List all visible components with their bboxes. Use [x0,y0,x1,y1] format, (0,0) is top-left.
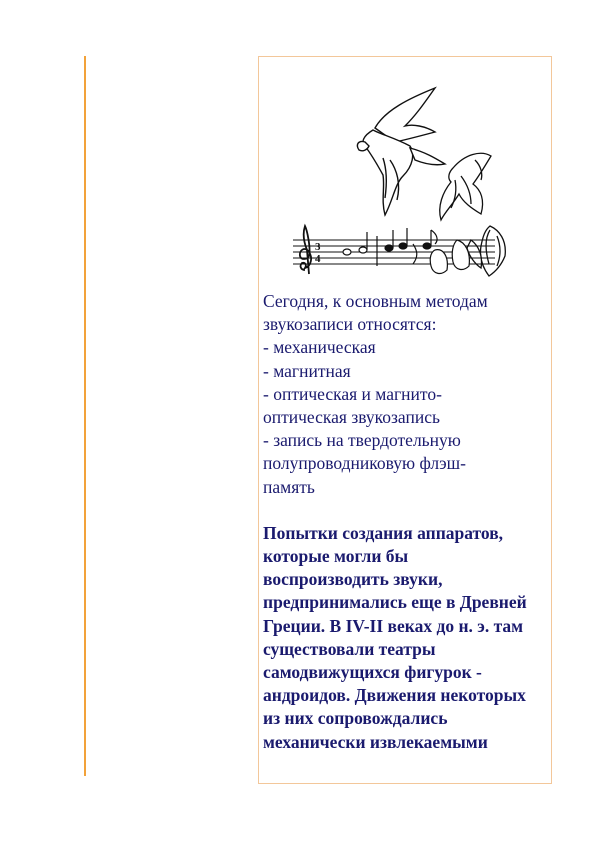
main-text [263,290,553,754]
music-notes [343,228,437,266]
note-icon [423,243,431,249]
treble-clef-icon [300,226,311,274]
note-icon [343,249,351,255]
note-icon [359,247,367,253]
time-signature-top: 3 [315,241,321,253]
bird-icon [430,240,469,273]
time-signature-bottom: 4 [315,253,321,265]
history-paragraph: Попытки создания аппаратов, которые могли бы воспроизводить звуки, предпринимались еще в Древней Греции. В IV-II веках до н. э. там существовали театры самодвижущихся фигурок - андроидов. Движения некоторых из них сопровождались механически извлекаемыми [263,522,527,752]
recording-methods-paragraph: Сегодня, к основным методам звукозаписи относятся: - механическая - магнитная - оптическая и магнито- оптическая звукозапись - запись на твердотельную полупроводниковую флэш- память [263,291,488,497]
bird-icon [467,226,505,276]
bird-icon [440,153,491,220]
birds-and-music-staff-illustration [285,80,525,290]
margin-rule [84,56,86,776]
bird-icon [357,88,445,215]
note-icon [385,245,393,251]
note-icon [399,243,407,249]
